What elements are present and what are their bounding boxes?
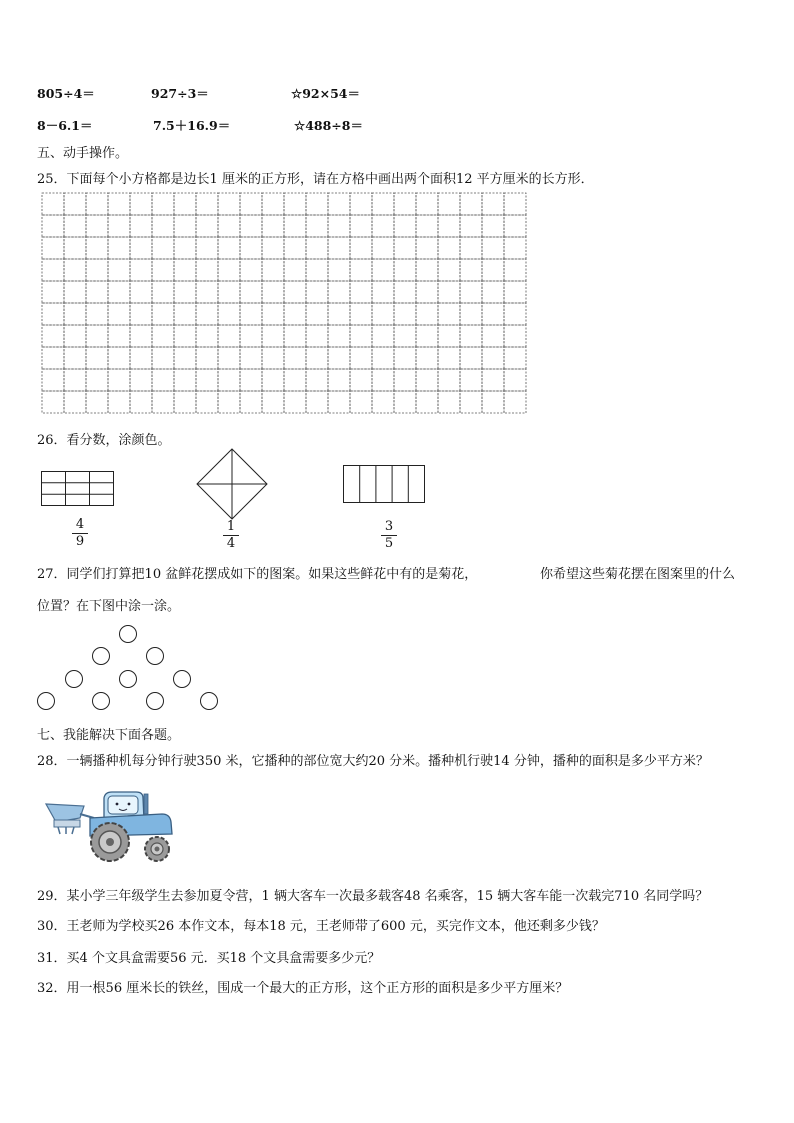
grid-cell[interactable]: [460, 259, 482, 281]
grid-cell[interactable]: [372, 325, 394, 347]
tractor-icon: [44, 784, 184, 864]
flower-circle[interactable]: [147, 648, 164, 665]
grid-cell[interactable]: [240, 259, 262, 281]
grid-cell[interactable]: [460, 281, 482, 303]
grid-cell[interactable]: [306, 281, 328, 303]
grid-cell[interactable]: [86, 303, 108, 325]
grid-cell[interactable]: [460, 237, 482, 259]
grid-cell[interactable]: [108, 281, 130, 303]
question-26: 26．看分数，涂颜色。: [37, 433, 171, 448]
grid-cell[interactable]: [482, 281, 504, 303]
grid-cell[interactable]: [42, 259, 64, 281]
grid-cell[interactable]: [174, 303, 196, 325]
grid-cell[interactable]: [460, 325, 482, 347]
grid-cell[interactable]: [240, 369, 262, 391]
grid-cell[interactable]: [64, 259, 86, 281]
grid-cell[interactable]: [328, 281, 350, 303]
grid-cell[interactable]: [64, 215, 86, 237]
question-31: 31．买4 个文具盒需要56 元．买18 个文具盒需要多少元？: [37, 951, 381, 966]
grid-cell[interactable]: [482, 325, 504, 347]
section-heading: 七、我能解决下面各题。: [37, 728, 181, 743]
grid-cell[interactable]: [394, 303, 416, 325]
grid-cell[interactable]: [350, 193, 372, 215]
grid-cell[interactable]: [438, 303, 460, 325]
grid-cell[interactable]: [394, 237, 416, 259]
grid-cell[interactable]: [460, 215, 482, 237]
grid-cell[interactable]: [240, 281, 262, 303]
grid-cell[interactable]: [504, 281, 526, 303]
grid-cell[interactable]: [152, 215, 174, 237]
section-heading: 五、动手操作。: [37, 146, 129, 161]
grid-cell[interactable]: [306, 237, 328, 259]
grid-cell[interactable]: [438, 325, 460, 347]
calc-item: ☆488÷8＝: [294, 118, 363, 133]
grid-cell[interactable]: [196, 193, 218, 215]
grid-cell[interactable]: [86, 281, 108, 303]
flower-circle[interactable]: [38, 693, 55, 710]
grid-cell[interactable]: [350, 369, 372, 391]
grid-cell[interactable]: [196, 259, 218, 281]
grid-cell[interactable]: [196, 303, 218, 325]
grid-cell[interactable]: [64, 193, 86, 215]
grid-cell[interactable]: [350, 281, 372, 303]
calc-item: 927÷3＝: [151, 86, 209, 101]
grid-cell[interactable]: [394, 391, 416, 413]
grid-cell[interactable]: [416, 193, 438, 215]
grid-cell[interactable]: [372, 259, 394, 281]
grid-cell[interactable]: [482, 369, 504, 391]
grid-cell[interactable]: [394, 281, 416, 303]
grid-cell[interactable]: [196, 347, 218, 369]
grid-cell[interactable]: [306, 369, 328, 391]
question-32: 32．用一根56 厘米长的铁丝，围成一个最大的正方形，这个正方形的面积是多少平方厘米？: [37, 981, 569, 996]
question-29: 29．某小学三年级学生去参加夏令营，1 辆大客车一次最多载客48 名乘客，15 辆大客车能一次载完710 名同学吗？: [37, 889, 709, 904]
grid-cell[interactable]: [174, 325, 196, 347]
grid-cell[interactable]: [438, 237, 460, 259]
grid-cell[interactable]: [438, 193, 460, 215]
grid-cell[interactable]: [64, 325, 86, 347]
grid-cell[interactable]: [284, 193, 306, 215]
grid-cell[interactable]: [328, 303, 350, 325]
grid-cell[interactable]: [328, 369, 350, 391]
grid-cell[interactable]: [42, 391, 64, 413]
question-27-cont: 你希望这些菊花摆在图案里的什么: [540, 567, 736, 582]
grid-cell[interactable]: [438, 215, 460, 237]
grid-cell[interactable]: [504, 347, 526, 369]
grid-cell[interactable]: [64, 369, 86, 391]
grid-cell[interactable]: [218, 259, 240, 281]
grid-cell[interactable]: [504, 237, 526, 259]
grid-cell[interactable]: [64, 281, 86, 303]
grid-cell[interactable]: [372, 237, 394, 259]
grid-cell[interactable]: [504, 325, 526, 347]
grid-cell[interactable]: [42, 237, 64, 259]
grid-cell[interactable]: [482, 215, 504, 237]
question-27-line2: 位置？在下图中涂一涂。: [37, 599, 181, 614]
grid-cell[interactable]: [372, 281, 394, 303]
grid-cell[interactable]: [174, 347, 196, 369]
grid-cell[interactable]: [152, 369, 174, 391]
grid-cell[interactable]: [130, 369, 152, 391]
grid-cell[interactable]: [240, 325, 262, 347]
grid-cell[interactable]: [174, 369, 196, 391]
grid-cell[interactable]: [196, 281, 218, 303]
grid-cell[interactable]: [108, 259, 130, 281]
grid-cell[interactable]: [306, 215, 328, 237]
grid-cell[interactable]: [350, 259, 372, 281]
question-28: 28．一辆播种机每分钟行驶350 米，它播种的部位宽大约20 分米。播种机行驶14 分钟，播种的面积是多少平方米？: [37, 754, 709, 769]
grid-cell[interactable]: [108, 237, 130, 259]
grid-cell[interactable]: [218, 237, 240, 259]
flower-circle[interactable]: [93, 693, 110, 710]
grid-cell[interactable]: [86, 215, 108, 237]
grid-cell[interactable]: [284, 325, 306, 347]
grid-cell[interactable]: [416, 215, 438, 237]
grid-cell[interactable]: [152, 303, 174, 325]
grid-cell[interactable]: [350, 215, 372, 237]
rectangle-nine-parts[interactable]: [41, 471, 115, 507]
fraction-label: [221, 520, 241, 551]
grid-cell[interactable]: [152, 281, 174, 303]
grid-cell[interactable]: [416, 281, 438, 303]
grid-cell[interactable]: [372, 215, 394, 237]
grid-cell[interactable]: [394, 259, 416, 281]
grid-cell[interactable]: [284, 369, 306, 391]
grid-cell[interactable]: [262, 281, 284, 303]
calc-item: 7.5＋16.9＝: [153, 118, 231, 133]
grid-cell[interactable]: [240, 303, 262, 325]
grid-cell[interactable]: [416, 259, 438, 281]
grid-cell[interactable]: [130, 325, 152, 347]
question-30: 30．王老师为学校买26 本作文本，每本18 元，王老师带了600 元，买完作文本，他还剩多少钱？: [37, 919, 605, 934]
fraction-label: [379, 520, 399, 551]
grid-cell[interactable]: [108, 347, 130, 369]
grid-cell[interactable]: [394, 215, 416, 237]
grid-cell[interactable]: [42, 193, 64, 215]
grid-cell[interactable]: [130, 193, 152, 215]
question-25: 25．下面每个小方格都是边长1 厘米的正方形，请在方格中画出两个面积12 平方厘米的长方形．: [37, 172, 594, 187]
grid-cell[interactable]: [482, 303, 504, 325]
grid-cell[interactable]: [416, 237, 438, 259]
fraction-numerator: 4: [75, 517, 85, 532]
grid-cell[interactable]: [262, 193, 284, 215]
flower-circle[interactable]: [66, 671, 83, 688]
grid-cell[interactable]: [240, 193, 262, 215]
grid-cell[interactable]: [152, 347, 174, 369]
grid-cell[interactable]: [460, 391, 482, 413]
grid-cell[interactable]: [152, 325, 174, 347]
grid-cell[interactable]: [262, 303, 284, 325]
fraction-denominator: 9: [75, 534, 85, 549]
flower-circle[interactable]: [147, 693, 164, 710]
grid-cell[interactable]: [218, 193, 240, 215]
grid-cell[interactable]: [174, 259, 196, 281]
grid-cell[interactable]: [328, 391, 350, 413]
grid-cell[interactable]: [504, 193, 526, 215]
grid-cell[interactable]: [174, 215, 196, 237]
grid-cell[interactable]: [262, 391, 284, 413]
grid-cell[interactable]: [130, 237, 152, 259]
grid-cell[interactable]: [218, 325, 240, 347]
grid-cell[interactable]: [328, 347, 350, 369]
grid-cell[interactable]: [262, 259, 284, 281]
grid-cell[interactable]: [306, 303, 328, 325]
flower-pattern[interactable]: [36, 624, 236, 714]
calc-item: ☆92×54＝: [291, 86, 360, 101]
grid-cell[interactable]: [42, 347, 64, 369]
grid-cell[interactable]: [152, 237, 174, 259]
grid-cell[interactable]: [64, 391, 86, 413]
grid-cell[interactable]: [394, 347, 416, 369]
grid-cell[interactable]: [372, 193, 394, 215]
square-grid[interactable]: [41, 192, 527, 414]
grid-cell[interactable]: [416, 369, 438, 391]
flower-circle[interactable]: [201, 693, 218, 710]
grid-cell[interactable]: [240, 347, 262, 369]
fraction-denominator: 5: [384, 536, 394, 551]
grid-cell[interactable]: [64, 237, 86, 259]
grid-cell[interactable]: [504, 259, 526, 281]
grid-cell[interactable]: [86, 325, 108, 347]
grid-cell[interactable]: [504, 215, 526, 237]
grid-cell[interactable]: [504, 391, 526, 413]
grid-cell[interactable]: [372, 369, 394, 391]
fraction-label: [70, 518, 90, 549]
grid-cell[interactable]: [372, 347, 394, 369]
grid-cell[interactable]: [240, 237, 262, 259]
grid-cell[interactable]: [42, 303, 64, 325]
grid-cell[interactable]: [284, 237, 306, 259]
calc-item: 805÷4＝: [37, 86, 95, 101]
grid-cell[interactable]: [218, 281, 240, 303]
grid-cell[interactable]: [218, 347, 240, 369]
grid-cell[interactable]: [108, 369, 130, 391]
grid-cell[interactable]: [130, 303, 152, 325]
grid-cell[interactable]: [196, 215, 218, 237]
grid-cell[interactable]: [42, 369, 64, 391]
flower-circle[interactable]: [174, 671, 191, 688]
grid-cell[interactable]: [306, 391, 328, 413]
question-27: 27．同学们打算把10 盆鲜花摆成如下的图案。如果这些鲜花中有的是菊花，: [37, 567, 478, 582]
grid-cell[interactable]: [108, 391, 130, 413]
grid-cell[interactable]: [108, 303, 130, 325]
grid-cell[interactable]: [372, 303, 394, 325]
grid-cell[interactable]: [86, 391, 108, 413]
grid-cell[interactable]: [328, 259, 350, 281]
grid-cell[interactable]: [328, 193, 350, 215]
grid-cell[interactable]: [504, 303, 526, 325]
grid-cell[interactable]: [350, 391, 372, 413]
grid-cell[interactable]: [42, 281, 64, 303]
grid-cell[interactable]: [218, 215, 240, 237]
calc-item: 8－6.1＝: [37, 118, 93, 133]
grid-cell[interactable]: [438, 259, 460, 281]
fraction-numerator: 1: [226, 519, 236, 534]
fraction-denominator: 4: [226, 536, 236, 551]
grid-cell[interactable]: [394, 369, 416, 391]
grid-cell[interactable]: [174, 193, 196, 215]
grid-cell[interactable]: [438, 347, 460, 369]
grid-cell[interactable]: [460, 193, 482, 215]
grid-cell[interactable]: [482, 259, 504, 281]
grid-cell[interactable]: [108, 215, 130, 237]
grid-cell[interactable]: [438, 369, 460, 391]
grid-cell[interactable]: [328, 215, 350, 237]
grid-cell[interactable]: [438, 391, 460, 413]
grid-cell[interactable]: [350, 237, 372, 259]
grid-cell[interactable]: [416, 391, 438, 413]
grid-cell[interactable]: [130, 391, 152, 413]
grid-cell[interactable]: [460, 347, 482, 369]
grid-cell[interactable]: [64, 303, 86, 325]
grid-cell[interactable]: [174, 281, 196, 303]
grid-cell[interactable]: [284, 303, 306, 325]
grid-cell[interactable]: [482, 193, 504, 215]
grid-cell[interactable]: [86, 193, 108, 215]
grid-cell[interactable]: [306, 259, 328, 281]
grid-cell[interactable]: [240, 391, 262, 413]
grid-cell[interactable]: [86, 369, 108, 391]
grid-cell[interactable]: [460, 369, 482, 391]
grid-cell[interactable]: [394, 325, 416, 347]
grid-cell[interactable]: [306, 325, 328, 347]
grid-cell[interactable]: [284, 281, 306, 303]
grid-cell[interactable]: [262, 347, 284, 369]
grid-cell[interactable]: [196, 237, 218, 259]
grid-cell[interactable]: [152, 259, 174, 281]
grid-cell[interactable]: [372, 391, 394, 413]
grid-cell[interactable]: [108, 193, 130, 215]
grid-cell[interactable]: [504, 369, 526, 391]
flower-circle[interactable]: [120, 671, 137, 688]
grid-cell[interactable]: [350, 303, 372, 325]
grid-cell[interactable]: [218, 369, 240, 391]
grid-cell[interactable]: [284, 215, 306, 237]
grid-cell[interactable]: [130, 215, 152, 237]
grid-cell[interactable]: [306, 347, 328, 369]
grid-cell[interactable]: [152, 391, 174, 413]
grid-cell[interactable]: [240, 215, 262, 237]
grid-cell[interactable]: [86, 347, 108, 369]
grid-cell[interactable]: [350, 347, 372, 369]
grid-cell[interactable]: [416, 325, 438, 347]
grid-cell[interactable]: [196, 325, 218, 347]
grid-cell[interactable]: [394, 193, 416, 215]
grid-cell[interactable]: [218, 391, 240, 413]
grid-cell[interactable]: [460, 303, 482, 325]
grid-cell[interactable]: [306, 193, 328, 215]
rhombus-four-parts[interactable]: [196, 448, 268, 520]
fraction-numerator: 3: [384, 519, 394, 534]
grid-cell[interactable]: [42, 215, 64, 237]
grid-cell[interactable]: [42, 325, 64, 347]
grid-cell[interactable]: [174, 391, 196, 413]
grid-cell[interactable]: [284, 259, 306, 281]
grid-cell[interactable]: [86, 237, 108, 259]
grid-cell[interactable]: [262, 215, 284, 237]
grid-cell[interactable]: [328, 325, 350, 347]
grid-cell[interactable]: [130, 281, 152, 303]
grid-cell[interactable]: [108, 325, 130, 347]
grid-cell[interactable]: [130, 259, 152, 281]
grid-cell[interactable]: [416, 303, 438, 325]
grid-cell[interactable]: [350, 325, 372, 347]
grid-cell[interactable]: [262, 369, 284, 391]
grid-cell[interactable]: [328, 237, 350, 259]
grid-cell[interactable]: [196, 369, 218, 391]
grid-cell[interactable]: [262, 237, 284, 259]
flower-circle[interactable]: [120, 626, 137, 643]
grid-cell[interactable]: [174, 237, 196, 259]
grid-cell[interactable]: [284, 347, 306, 369]
grid-cell[interactable]: [218, 303, 240, 325]
grid-cell[interactable]: [482, 391, 504, 413]
grid-cell[interactable]: [196, 391, 218, 413]
grid-cell[interactable]: [130, 347, 152, 369]
grid-cell[interactable]: [284, 391, 306, 413]
grid-cell[interactable]: [152, 193, 174, 215]
grid-cell[interactable]: [438, 281, 460, 303]
grid-cell[interactable]: [482, 347, 504, 369]
grid-cell[interactable]: [416, 347, 438, 369]
grid-cell[interactable]: [262, 325, 284, 347]
grid-cell[interactable]: [64, 347, 86, 369]
grid-cell[interactable]: [482, 237, 504, 259]
flower-circle[interactable]: [93, 648, 110, 665]
rectangle-five-parts[interactable]: [343, 465, 427, 505]
grid-cell[interactable]: [86, 259, 108, 281]
